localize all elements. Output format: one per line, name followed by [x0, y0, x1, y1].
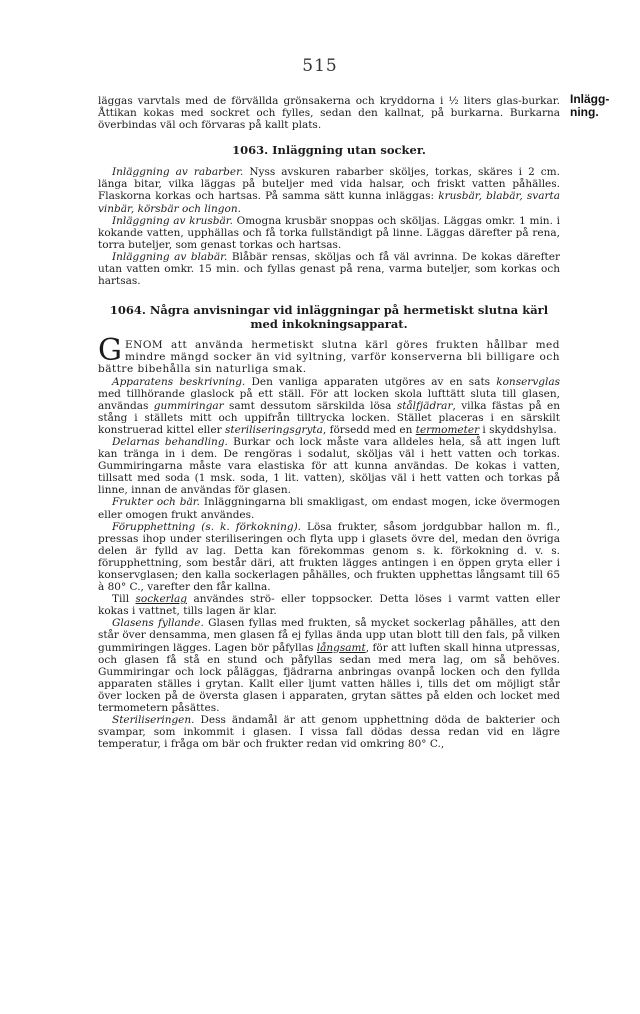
paragraph-title: Frukter och bär. [112, 496, 200, 509]
paragraph-title: Inläggning av rabarber. [112, 166, 244, 179]
paragraph-title: Inläggning av krusbär. [112, 214, 233, 227]
paragraph-apparatens [98, 376, 560, 436]
paragraph-title: Förupphettning (s. k. förkokning). [112, 520, 302, 533]
drop-cap: G [98, 333, 122, 369]
paragraph-title: Apparatens beskrivning. [112, 375, 246, 388]
berry-list: krusbär, blabär, svarta vinbär, körsbär och lingon. [98, 190, 560, 215]
text-run: , försedd med en [322, 423, 416, 436]
paragraph-text: Omogna krusbär snoppas och sköljas. Läggas omkr. 1 min. i kokande vatten, upphällas och få torka fullständigt på linne. Läggas därefter på rena, torra buteljer, som genast torkas och hartsas. [98, 214, 560, 251]
paragraph-title: Delarnas behandling. [112, 435, 228, 448]
text-run: samt dessutom särskilda lösa [223, 399, 397, 412]
text-run: Till [112, 593, 136, 606]
paragraph-text: ENOM att använda hermetiskt slutna kärl göres frukten hållbar med mindre mängd socker än vid syltning, varför konserverna bli billigare och bättre bibehålla sin naturliga smak. [98, 339, 560, 376]
term-steriliseringsgryta: steriliseringsgryta [224, 423, 323, 436]
paragraph-title: Glasens fyllande. [112, 617, 204, 630]
text-run: användes strö- eller toppsocker. Detta löses i varmt vatten eller kokas i vattnet, tills lagen är klar. [98, 593, 560, 618]
term-stalfjadrar: stålfjädrar [396, 399, 453, 412]
paragraph-title: Inläggning av blabär. [112, 250, 228, 263]
paragraph-text: Dess ändamål är att genom upphettning döda de bakterier och svampar, som inkommit i glasen. I vissa fall dödas dessa redan vid en lägre temperatur, i fråga om bär och frukter redan vid omkring 80° C., [98, 714, 560, 751]
paragraph-text: Nyss avskuren rabarber sköljes, torkas, skäres i 2 cm. länga bitar, vilka läggas på buteljer med vida halsar, och friskt vatten påhälles. Flaskorna korkas och hartsas. På samma sätt kunna inläggas: [98, 166, 560, 203]
term-gummiringar: gummiringar [153, 399, 224, 412]
text-run: , vilka fästas på en stång i ställets mitt och uppifrån tilltrycka locken. Stället placeras i en särskilt konstruerad kittel eller [98, 399, 560, 436]
intro-paragraph: läggas varvtals med de förvällda grönsakerna och kryddorna i ½ liters glas-burkar. Åttikan kokas med sockret och fylles, sedan den kallnat, på burkarna. Burkarna överbindas väl och förvaras på kallt plats. [98, 95, 560, 132]
term-langsamt: långsamt [316, 641, 366, 654]
paragraph-krusbar [98, 215, 560, 251]
paragraph-steriliseringen [98, 714, 560, 750]
paragraph-text: Lösa frukter, såsom jordgubbar hallon m. fl., pressas ihop under steriliseringen och flyta upp i glasets övre del, medan den övriga delen är fylld av lag. Detta kan förekommas genom s. k. förkokning d. v. s. förupphettning, som består däri, att frukten lägges antingen i en öppen gryta eller i konservglasen; den kalla sockerlagen påhälles, och frukten upphettas långsamt till 65 à 80° C., varefter den får kallna. [98, 520, 561, 594]
paragraph-intro-1064 [98, 333, 560, 376]
paragraph-text: Inläggningarna bli smakligast, om endast mogen, icke övermogen eller omogen frukt användes. [98, 496, 560, 521]
paragraph-frukter [98, 496, 560, 520]
paragraph-title: Steriliseringen. [112, 714, 195, 727]
paragraph-text: Burkar och lock måste vara alldeles hela, så att ingen luft kan tränga in i dem. De rengöras i sodalut, sköljas väl i hett vatten och torkas. Gummiringarna måste vara elastiska för att kunna användas. De kokas i vatten, tillsatt med soda (1 msk. soda, 1 lit. vatten), sköljas väl i hett vatten och torkas på linne, innan de användas för glasen. [98, 435, 561, 497]
paragraph-sockerlag [98, 593, 560, 617]
term-konservglas: konservglas [496, 375, 560, 388]
section-heading-1064: 1064. Några anvisningar vid inläggningar på hermetiskt slutna kärl med inkokningsapparat. [109, 303, 549, 332]
paragraph-blabar [98, 251, 560, 287]
paragraph-glasens [98, 617, 560, 714]
paragraph-rabarber [98, 166, 560, 214]
paragraph-delarnas [98, 436, 560, 496]
paragraph-forupphettning [98, 521, 560, 594]
page-number: 515 [302, 56, 338, 76]
term-sockerlag: sockerlag [135, 593, 188, 606]
term-termometer: termometer [415, 423, 480, 436]
text-run: i skyddshylsa. [479, 423, 557, 436]
text-run: Den vanliga apparaten utgöres av en sats [245, 375, 497, 388]
section-heading-1063: 1063. Inläggning utan socker. [232, 143, 426, 158]
page-body [98, 95, 560, 750]
margin-note: Inlägg- ning. [570, 92, 610, 119]
text-run: Glasen fyllas med frukten, så mycket sockerlag påhälles, att den står över densamma, men glasen få ej fyllas ända upp utan blott till den fals, på vilken gummiringen lägges. Lagen bör påfyllas [98, 617, 560, 654]
text-run: , för att luften skall hinna utpressas, och glasen få stå en stund och påfyllas sedan med mera lag, om så behöves. Gummiringar och lock påläggas, fjädrarna anbringas ovanpå locken och den fyllda apparaten ställes i grytan. Kallt eller ljumt vatten hälles i, tills det om möjligt står över locken på de översta glasen i apparaten, grytan sättes på elden och locket med termometern påsättes. [98, 641, 560, 715]
text-run: med tillhörande glaslock på ett ställ. För att locken skola lufttätt sluta till glasen, användas [98, 387, 560, 412]
paragraph-text: Blåbär rensas, sköljas och få väl avrinna. De kokas därefter utan vatten omkr. 15 min. och fyllas genast på rena, varma buteljer, som korkas och hartsas. [98, 250, 561, 288]
